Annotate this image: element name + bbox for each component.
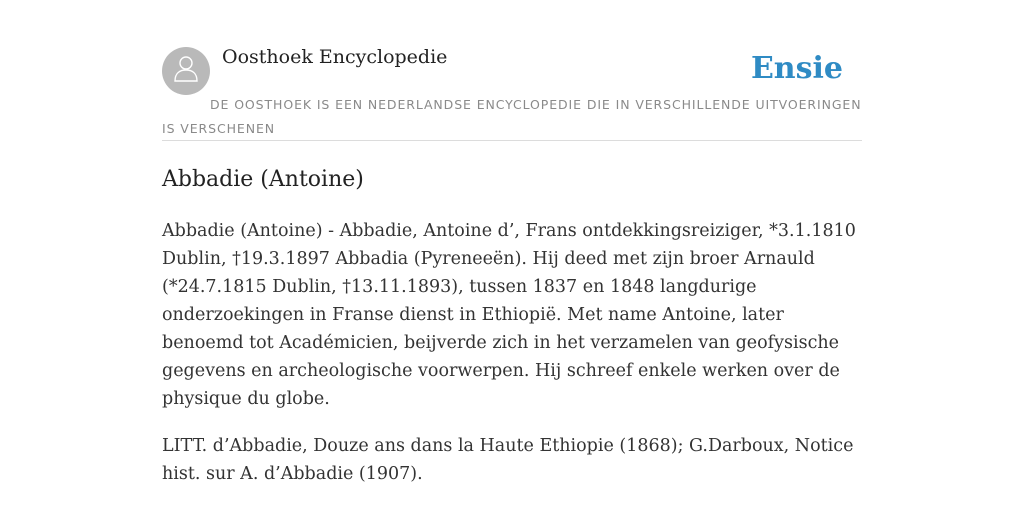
page xyxy=(162,46,862,507)
source-name[interactable]: Oosthoek Encyclopedie xyxy=(222,46,448,68)
article-body xyxy=(162,217,862,488)
brand-logo[interactable]: Ensie xyxy=(750,51,843,86)
header xyxy=(162,46,862,141)
avatar[interactable] xyxy=(162,47,210,95)
source-tagline: DE OOSTHOEK IS EEN NEDERLANDSE ENCYCLOPEDIE DIE IN VERSCHILLENDE UITVOERINGEN IS VERSCHENEN xyxy=(162,97,862,136)
user-icon xyxy=(172,54,200,88)
article-literature: LITT. d’Abbadie, Douze ans dans la Haute Ethiopie (1868); G.Darboux, Notice hist. sur A. d’Abbadie (1907). xyxy=(162,436,854,484)
article-title: Abbadie (Antoine) xyxy=(162,167,364,192)
article-paragraph: Abbadie (Antoine) - Abbadie, Antoine d’, Frans ontdekkingsreiziger, *3.1.1810 Dublin, †19.3.1897 Abbadia (Pyreneeën). Hij deed met zijn broer Arnauld (*24.7.1815 Dublin, †13.11.1893), tussen 1837 en 1848 langdurige onderzoekingen in Franse dienst in Ethiopië. Met name Antoine, later benoemd tot Académicien, beijverde zich in het verzamelen van geofysische gegevens en archeologische voorwerpen. Hij schreef enkele werken over de physique du globe. xyxy=(162,221,856,409)
